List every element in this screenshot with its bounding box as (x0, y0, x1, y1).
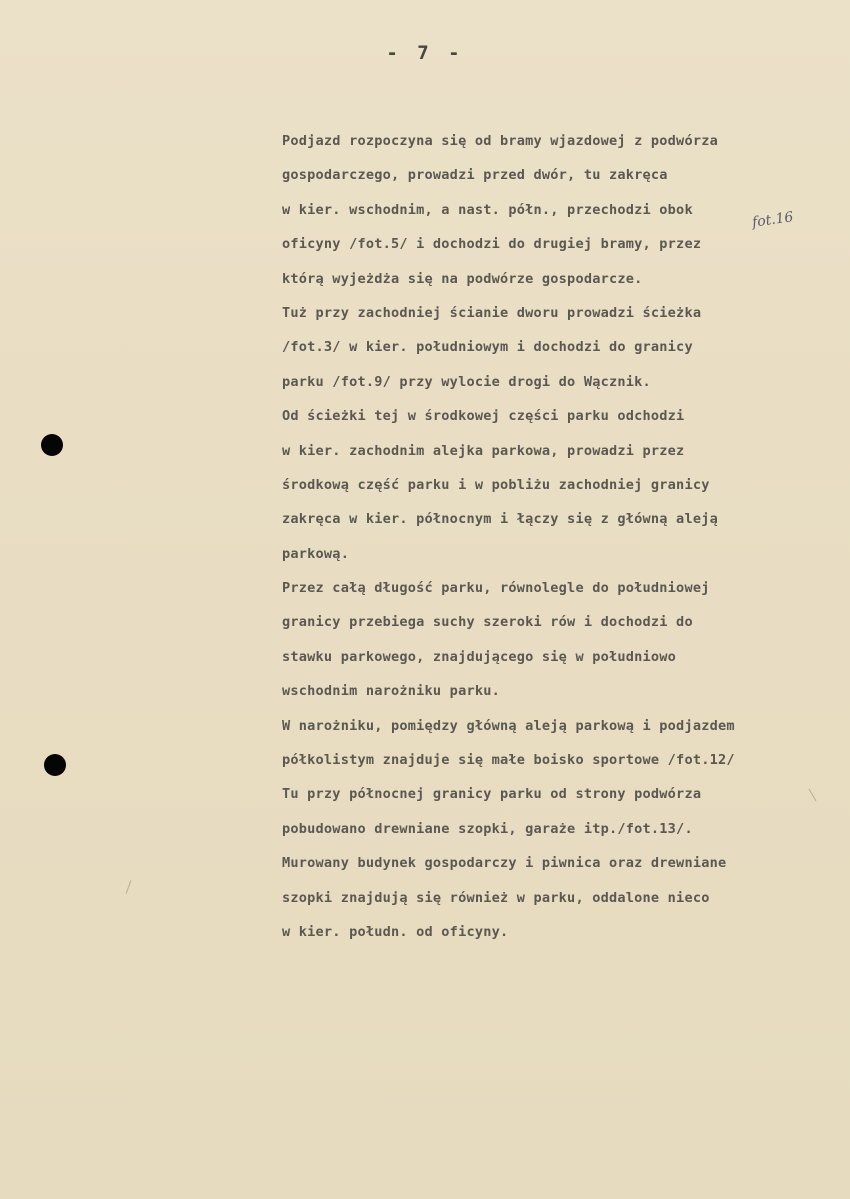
text-line: wschodnim narożniku parku. (282, 683, 500, 700)
text-line: Przez całą długość parku, równolegle do południowej (282, 580, 710, 597)
text-line: pobudowano drewniane szopki, garaże itp./fot.13/. (282, 820, 693, 837)
text-line: Od ścieżki tej w środkowej części parku odchodzi (282, 408, 685, 425)
text-line: oficyny /fot.5/ i dochodzi do drugiej bramy, przez (282, 236, 702, 253)
text-line: Tuż przy zachodniej ścianie dworu prowadzi ścieżka (282, 304, 702, 321)
text-line: w kier. wschodnim, a nast. półn., przechodzi obok (282, 201, 693, 218)
text-line: w kier. zachodnim alejka parkowa, prowadzi przez (282, 442, 685, 459)
text-line: zakręca w kier. północnym i łączy się z główną aleją (282, 511, 718, 528)
body-text (282, 124, 842, 949)
text-line: stawku parkowego, znajdującego się w południowo (282, 648, 677, 665)
text-line: /fot.3/ w kier. południowym i dochodzi do granicy (282, 339, 693, 356)
binder-hole-bottom (44, 754, 66, 776)
text-line: Tu przy północnej granicy parku od strony podwórza (282, 786, 702, 803)
paper-mark (126, 880, 132, 893)
text-line: W narożniku, pomiędzy główną aleją parkową i podjazdem (282, 717, 735, 734)
text-line: którą wyjeżdża się na podwórze gospodarcze. (282, 270, 643, 287)
handwritten-annotation: fot.16 (751, 209, 795, 231)
text-line: Podjazd rozpoczyna się od bramy wjazdowej z podwórza (282, 133, 718, 149)
page-number: - 7 - (386, 42, 464, 64)
text-line: środkową część parku i w pobliżu zachodniej granicy (282, 476, 710, 493)
text-line: w kier. połudn. od oficyny. (282, 923, 509, 940)
text-line: parkową. (282, 545, 350, 562)
text-line: gospodarczego, prowadzi przed dwór, tu zakręca (282, 167, 668, 184)
binder-hole-top (41, 434, 63, 456)
text-line: granicy przebiega suchy szeroki rów i dochodzi do (282, 614, 693, 631)
text-line: parku /fot.9/ przy wylocie drogi do Wącznik. (282, 373, 651, 390)
text-line: Murowany budynek gospodarczy i piwnica oraz drewniane (282, 855, 727, 872)
text-line: szopki znajdują się również w parku, oddalone nieco (282, 889, 710, 906)
text-line: półkolistym znajduje się małe boisko sportowe /fot.12/ (282, 752, 735, 769)
